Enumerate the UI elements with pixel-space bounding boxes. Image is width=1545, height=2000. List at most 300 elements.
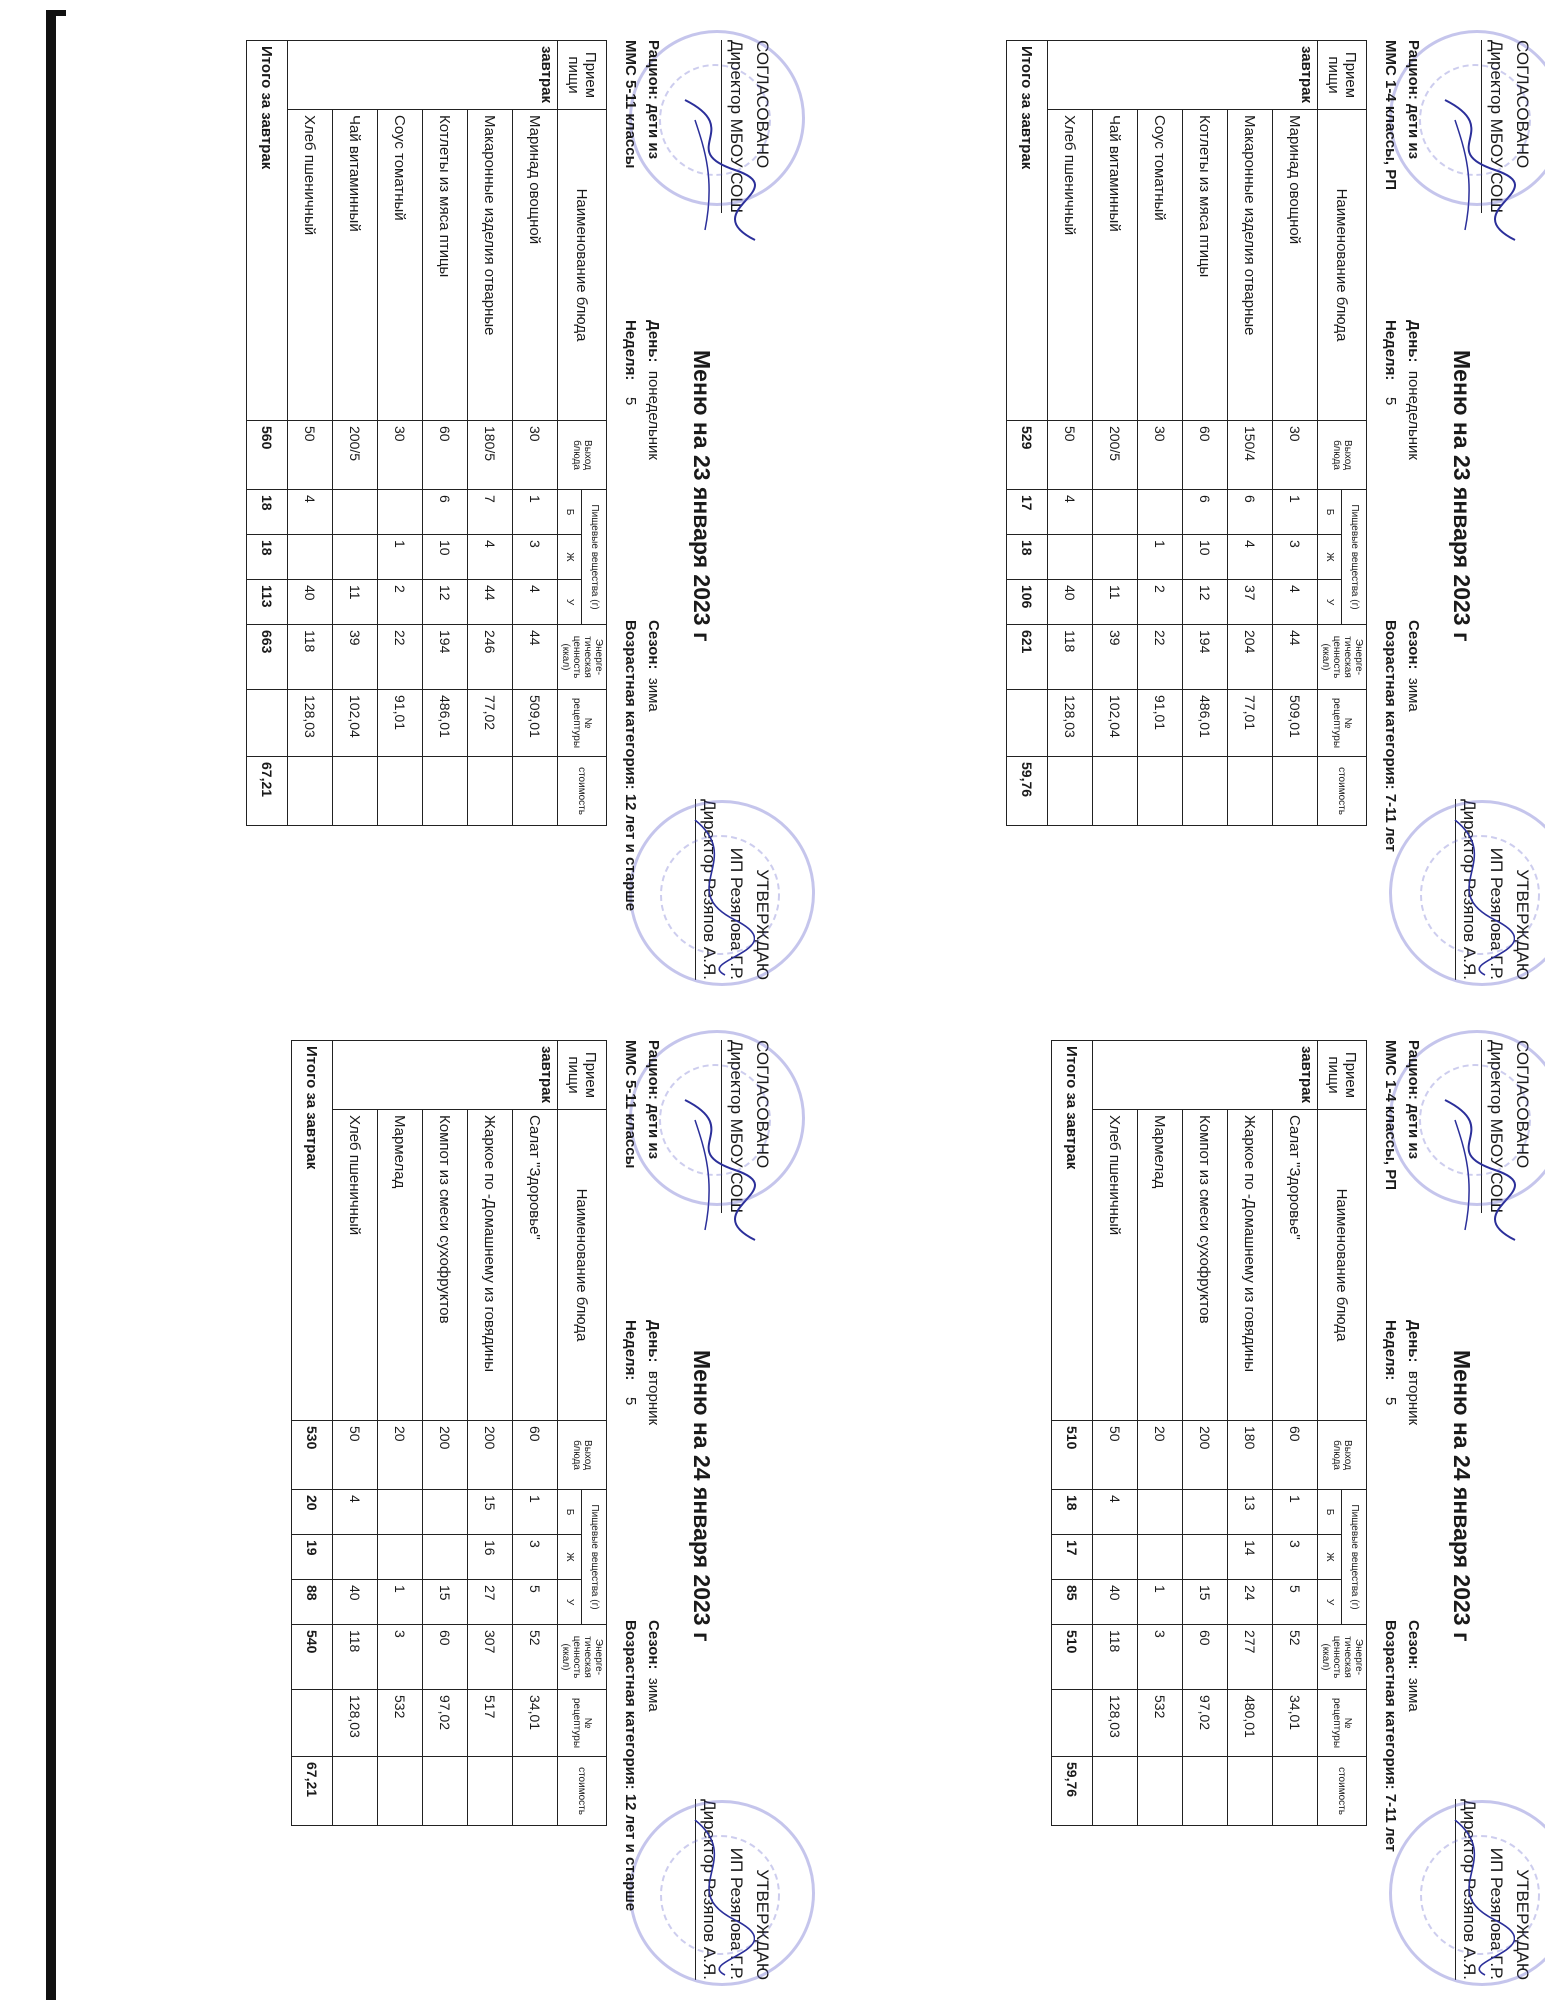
cell-b: 4 xyxy=(288,490,333,535)
col-energy: Энерге-тическая ценность (ккал) xyxy=(1318,625,1367,690)
age-category: Возрастная категория: 12 лет и старше xyxy=(621,1620,639,1912)
cell-u: 12 xyxy=(1183,580,1228,625)
cell-kcal: 194 xyxy=(1183,625,1228,690)
col-dish: Наименование блюда xyxy=(558,110,607,421)
dish-name-cell: Чай витаминный xyxy=(1093,110,1138,421)
dish-name-cell: Жаркое по -Домашнему из говядины xyxy=(1228,1110,1273,1421)
cell-rec: 34,01 xyxy=(513,1690,558,1757)
cell-zh xyxy=(1093,535,1138,580)
cell-u: 11 xyxy=(1093,580,1138,625)
cell-kcal: 3 xyxy=(378,1625,423,1690)
cell-rec: 102,04 xyxy=(1093,690,1138,757)
cell-zh xyxy=(333,1535,378,1580)
week-value: 5 xyxy=(1381,1397,1399,1406)
cell-out: 200 xyxy=(423,1421,468,1490)
cell-u: 15 xyxy=(423,1580,468,1625)
cell-kcal: 22 xyxy=(1138,625,1183,690)
col-fats: Ж xyxy=(558,535,583,580)
table-row xyxy=(1183,1041,1228,1826)
cell-out: 30 xyxy=(1138,421,1183,490)
cell-b xyxy=(1183,1490,1228,1535)
cell-zh: 3 xyxy=(1273,535,1318,580)
ration-group: ММС 5-11 классы xyxy=(621,40,639,169)
cell-b xyxy=(1138,1490,1183,1535)
cell-rec: 91,01 xyxy=(1138,690,1183,757)
menu-title: Меню на 24 января 2023 г xyxy=(1449,1350,1475,1642)
cell-kcal: 118 xyxy=(333,1625,378,1690)
cell-out: 60 xyxy=(423,421,468,490)
ration-group: ММС 1-4 классы, РП xyxy=(1381,40,1399,191)
ration-group: ММС 1-4 классы, РП xyxy=(1381,1040,1399,1191)
ration-label: Рацион: дети из xyxy=(645,1040,662,1160)
cell-zh: 4 xyxy=(468,535,513,580)
total-label: Итого за завтрак xyxy=(292,1041,333,1421)
cell-b: 1 xyxy=(1273,1490,1318,1535)
signature-right xyxy=(1425,810,1515,980)
season-block xyxy=(1379,620,1426,852)
cell-kcal: 118 xyxy=(288,625,333,690)
meal-cell: завтрак xyxy=(1093,1041,1318,1110)
menu-table xyxy=(1051,1040,1367,1826)
season-value: зима xyxy=(645,677,662,712)
cell-kcal: 39 xyxy=(1093,625,1138,690)
cell-rec: 128,03 xyxy=(1048,690,1093,757)
cell-kcal: 3 xyxy=(1138,1625,1183,1690)
cell-b: 1 xyxy=(1273,490,1318,535)
total-b: 17 xyxy=(1007,490,1048,535)
cell-out: 30 xyxy=(1273,421,1318,490)
cell-cost xyxy=(333,1757,378,1826)
col-nutrients: Пищевые вещества (г) xyxy=(582,1490,607,1625)
cell-kcal: 60 xyxy=(1183,1625,1228,1690)
dish-name-cell: Соус томатный xyxy=(378,110,423,421)
dish-name-cell: Хлеб пшеничный xyxy=(333,1110,378,1421)
total-u: 85 xyxy=(1052,1580,1093,1625)
cell-out: 200/5 xyxy=(333,421,378,490)
table-row xyxy=(1093,1041,1138,1826)
table-row xyxy=(1138,1041,1183,1826)
col-nutrients: Пищевые вещества (г) xyxy=(582,490,607,625)
week-label: Неделя: xyxy=(621,320,639,381)
cell-kcal: 60 xyxy=(423,1625,468,1690)
cell-cost xyxy=(1093,757,1138,826)
dish-name-cell: Мармелад xyxy=(1138,1110,1183,1421)
meal-cell: завтрак xyxy=(333,1041,558,1110)
ration-block xyxy=(619,1040,666,1168)
col-proteins: Б xyxy=(558,490,583,535)
total-u: 88 xyxy=(292,1580,333,1625)
table-row xyxy=(513,41,558,826)
dish-name-cell: Хлеб пшеничный xyxy=(1048,110,1093,421)
col-proteins: Б xyxy=(558,1490,583,1535)
cell-cost xyxy=(513,1757,558,1826)
table-row xyxy=(423,41,468,826)
cell-u: 12 xyxy=(423,580,468,625)
col-meal: Прием пищи xyxy=(558,41,607,110)
day-week-block xyxy=(619,1320,666,1425)
col-recipe: № рецептуры xyxy=(1318,690,1367,757)
cell-b: 4 xyxy=(333,1490,378,1535)
day-week-block xyxy=(619,320,666,460)
table-row xyxy=(1183,41,1228,826)
cell-b xyxy=(1093,490,1138,535)
table-row xyxy=(1273,41,1318,826)
cell-zh: 3 xyxy=(513,1535,558,1580)
table-row xyxy=(1228,1041,1273,1826)
cell-rec: 532 xyxy=(1138,1690,1183,1757)
dish-name-cell: Компот из смеси сухофруктов xyxy=(1183,1110,1228,1421)
cell-zh xyxy=(378,1535,423,1580)
ration-label: Рацион: дети из xyxy=(645,40,662,160)
menu-table xyxy=(291,1040,607,1826)
cell-zh: 3 xyxy=(1273,1535,1318,1580)
total-kcal: 540 xyxy=(292,1625,333,1690)
table-row xyxy=(1048,41,1093,826)
cell-rec: 532 xyxy=(378,1690,423,1757)
cell-kcal: 118 xyxy=(1048,625,1093,690)
total-b: 20 xyxy=(292,1490,333,1535)
cell-rec: 486,01 xyxy=(423,690,468,757)
cell-out: 60 xyxy=(513,1421,558,1490)
col-meal: Прием пищи xyxy=(558,1041,607,1110)
total-zh: 19 xyxy=(292,1535,333,1580)
season-value: зима xyxy=(645,1677,662,1712)
total-kcal: 510 xyxy=(1052,1625,1093,1690)
menu-section-4 xyxy=(55,1020,785,2000)
cell-out: 50 xyxy=(1048,421,1093,490)
menu-table xyxy=(246,40,607,826)
director-label: Директор Резяпов А.Я. xyxy=(695,1799,722,1980)
season-block xyxy=(1379,1620,1426,1852)
col-dish: Наименование блюда xyxy=(1318,110,1367,421)
total-out: 529 xyxy=(1007,421,1048,490)
agreed-label: СОГЛАСОВАНО xyxy=(1513,1040,1532,1169)
col-dish: Наименование блюда xyxy=(1318,1110,1367,1421)
meal-cell: завтрак xyxy=(288,41,558,110)
cell-out: 60 xyxy=(1183,421,1228,490)
day-value: вторник xyxy=(645,1370,662,1426)
cell-u: 40 xyxy=(1048,580,1093,625)
signature-right xyxy=(665,1810,755,1980)
cell-rec: 91,01 xyxy=(378,690,423,757)
dish-name-cell: Компот из смеси сухофруктов xyxy=(423,1110,468,1421)
dish-name-cell: Мармелад xyxy=(378,1110,423,1421)
cell-zh xyxy=(333,535,378,580)
director-label: Директор Резяпов А.Я. xyxy=(695,799,722,980)
total-b: 18 xyxy=(1052,1490,1093,1535)
total-b: 18 xyxy=(247,490,288,535)
total-row xyxy=(247,41,288,826)
cell-b xyxy=(333,490,378,535)
col-energy: Энерге-тическая ценность (ккал) xyxy=(558,1625,607,1690)
director-school-label: Директор МБОУ СОШ xyxy=(1481,40,1508,213)
cell-out: 200 xyxy=(1183,1421,1228,1490)
ration-block xyxy=(1379,1040,1426,1190)
agreed-label: СОГЛАСОВАНО xyxy=(1513,40,1532,169)
cell-rec: 97,02 xyxy=(423,1690,468,1757)
dish-name-cell: Макаронные изделия отварные xyxy=(468,110,513,421)
week-label: Неделя: xyxy=(621,1320,639,1381)
dish-name-cell: Маринад овощной xyxy=(1273,110,1318,421)
cell-b: 4 xyxy=(1093,1490,1138,1535)
cell-cost xyxy=(378,1757,423,1826)
col-output: Выход блюда xyxy=(1318,421,1367,490)
season-label: Сезон: xyxy=(645,620,662,670)
cell-u: 2 xyxy=(378,580,423,625)
cell-u: 37 xyxy=(1228,580,1273,625)
cell-out: 60 xyxy=(1273,1421,1318,1490)
cell-rec: 128,03 xyxy=(333,1690,378,1757)
col-recipe: № рецептуры xyxy=(558,690,607,757)
col-carbs: У xyxy=(558,580,583,625)
col-nutrients: Пищевые вещества (г) xyxy=(1342,1490,1367,1625)
cell-kcal: 277 xyxy=(1228,1625,1273,1690)
cell-kcal: 52 xyxy=(1273,1625,1318,1690)
table-row xyxy=(513,1041,558,1826)
total-out: 510 xyxy=(1052,1421,1093,1490)
cell-rec: 517 xyxy=(468,1690,513,1757)
table-row xyxy=(1228,41,1273,826)
season-block xyxy=(619,620,666,911)
cell-b: 1 xyxy=(513,1490,558,1535)
cell-zh: 1 xyxy=(378,535,423,580)
entrepreneur-label: ИП Резяпова Г.Р. xyxy=(726,847,746,980)
col-cost: стоимость xyxy=(558,1757,607,1826)
cell-out: 50 xyxy=(1093,1421,1138,1490)
cell-cost xyxy=(378,757,423,826)
cell-cost xyxy=(1273,1757,1318,1826)
cell-out: 50 xyxy=(333,1421,378,1490)
cell-u: 11 xyxy=(333,580,378,625)
season-label: Сезон: xyxy=(1405,1620,1422,1670)
total-cost: 67,21 xyxy=(292,1757,333,1826)
cell-b xyxy=(378,1490,423,1535)
season-label: Сезон: xyxy=(645,1620,662,1670)
cell-out: 200/5 xyxy=(1093,421,1138,490)
col-fats: Ж xyxy=(1318,535,1343,580)
col-carbs: У xyxy=(1318,580,1343,625)
cell-out: 30 xyxy=(378,421,423,490)
dish-name-cell: Хлеб пшеничный xyxy=(1093,1110,1138,1421)
cell-out: 180/5 xyxy=(468,421,513,490)
cell-cost xyxy=(513,757,558,826)
cell-rec: 77,01 xyxy=(1228,690,1273,757)
cell-u: 5 xyxy=(513,1580,558,1625)
dish-name-cell: Макаронные изделия отварные xyxy=(1228,110,1273,421)
agreed-label: СОГЛАСОВАНО xyxy=(753,1040,772,1169)
day-week-block xyxy=(1379,1320,1426,1425)
ration-group: ММС 5-11 классы xyxy=(621,1040,639,1169)
cell-kcal: 39 xyxy=(333,625,378,690)
cell-zh xyxy=(1183,1535,1228,1580)
dish-name-cell: Салат "Здоровье" xyxy=(513,1110,558,1421)
cell-b: 6 xyxy=(1183,490,1228,535)
week-label: Неделя: xyxy=(1381,1320,1399,1381)
cell-u: 15 xyxy=(1183,1580,1228,1625)
col-output: Выход блюда xyxy=(1318,1421,1367,1490)
col-output: Выход блюда xyxy=(558,1421,607,1490)
menu-title: Меню на 23 января 2023 г xyxy=(689,350,715,642)
cell-rec: 480,01 xyxy=(1228,1690,1273,1757)
season-label: Сезон: xyxy=(1405,620,1422,670)
cell-out: 200 xyxy=(468,1421,513,1490)
cell-cost xyxy=(468,757,513,826)
cell-u: 4 xyxy=(1273,580,1318,625)
approve-label: УТВЕРЖДАЮ xyxy=(1513,1869,1532,1980)
table-row xyxy=(378,41,423,826)
cell-zh: 14 xyxy=(1228,1535,1273,1580)
cell-rec: 97,02 xyxy=(1183,1690,1228,1757)
menu-section-2 xyxy=(55,20,785,1000)
table-row xyxy=(333,41,378,826)
cell-zh xyxy=(1093,1535,1138,1580)
cell-cost xyxy=(423,757,468,826)
approve-label: УТВЕРЖДАЮ xyxy=(753,1869,772,1980)
col-nutrients: Пищевые вещества (г) xyxy=(1342,490,1367,625)
cell-cost xyxy=(1183,757,1228,826)
table-row xyxy=(1093,41,1138,826)
approve-label: УТВЕРЖДАЮ xyxy=(1513,869,1532,980)
week-value: 5 xyxy=(621,1397,639,1406)
col-dish: Наименование блюда xyxy=(558,1110,607,1421)
menu-section-1 xyxy=(815,20,1545,1000)
director-school-label: Директор МБОУ СОШ xyxy=(1481,1040,1508,1213)
table-row xyxy=(423,1041,468,1826)
entrepreneur-label: ИП Резяпова Г.Р. xyxy=(726,1847,746,1980)
cell-out: 20 xyxy=(1138,1421,1183,1490)
cell-cost xyxy=(1048,757,1093,826)
cell-zh: 4 xyxy=(1228,535,1273,580)
cell-rec: 486,01 xyxy=(1183,690,1228,757)
week-label: Неделя: xyxy=(1381,320,1399,381)
cell-rec: 34,01 xyxy=(1273,1690,1318,1757)
cell-u: 1 xyxy=(1138,1580,1183,1625)
col-carbs: У xyxy=(558,1580,583,1625)
dish-name-cell: Маринад овощной xyxy=(513,110,558,421)
cell-zh: 10 xyxy=(423,535,468,580)
season-value: зима xyxy=(1405,1677,1422,1712)
cell-cost xyxy=(1138,1757,1183,1826)
cell-kcal: 194 xyxy=(423,625,468,690)
approve-label: УТВЕРЖДАЮ xyxy=(753,869,772,980)
cell-b xyxy=(378,490,423,535)
cell-u: 4 xyxy=(513,580,558,625)
cell-b: 1 xyxy=(513,490,558,535)
cell-b: 7 xyxy=(468,490,513,535)
director-label: Директор Резяпов А.Я. xyxy=(1455,1799,1482,1980)
col-fats: Ж xyxy=(558,1535,583,1580)
menu-table xyxy=(1006,40,1367,826)
cell-out: 20 xyxy=(378,1421,423,1490)
table-row xyxy=(333,1041,378,1826)
age-category: Возрастная категория: 7-11 лет xyxy=(1381,620,1399,853)
cell-rec: 128,03 xyxy=(288,690,333,757)
total-zh: 18 xyxy=(1007,535,1048,580)
total-u: 113 xyxy=(247,580,288,625)
total-rec xyxy=(292,1690,333,1757)
table-row xyxy=(468,41,513,826)
cell-cost xyxy=(288,757,333,826)
dish-name-cell: Котлеты из мяса птицы xyxy=(423,110,468,421)
cell-u: 40 xyxy=(1093,1580,1138,1625)
cell-out: 150/4 xyxy=(1228,421,1273,490)
cell-zh: 3 xyxy=(513,535,558,580)
total-zh: 18 xyxy=(247,535,288,580)
cell-rec: 509,01 xyxy=(513,690,558,757)
cell-kcal: 204 xyxy=(1228,625,1273,690)
total-row xyxy=(292,1041,333,1826)
cell-zh xyxy=(1138,1535,1183,1580)
total-rec xyxy=(1007,690,1048,757)
cell-cost xyxy=(1228,757,1273,826)
cell-u: 44 xyxy=(468,580,513,625)
col-cost: стоимость xyxy=(558,757,607,826)
dish-name-cell: Хлеб пшеничный xyxy=(288,110,333,421)
ration-block xyxy=(1379,40,1426,190)
season-value: зима xyxy=(1405,677,1422,712)
day-week-block xyxy=(1379,320,1426,460)
dish-name-cell: Салат "Здоровье" xyxy=(1273,1110,1318,1421)
col-carbs: У xyxy=(1318,1580,1343,1625)
week-value: 5 xyxy=(621,397,639,406)
cell-cost xyxy=(1228,1757,1273,1826)
cell-cost xyxy=(1093,1757,1138,1826)
col-meal: Прием пищи xyxy=(1318,1041,1367,1110)
table-row xyxy=(288,41,333,826)
cell-u: 1 xyxy=(378,1580,423,1625)
total-out: 530 xyxy=(292,1421,333,1490)
cell-kcal: 44 xyxy=(513,625,558,690)
total-label: Итого за завтрак xyxy=(1007,41,1048,421)
day-label: День: xyxy=(1405,320,1422,363)
cell-b xyxy=(1138,490,1183,535)
cell-kcal: 307 xyxy=(468,1625,513,1690)
total-rec xyxy=(1052,1690,1093,1757)
col-recipe: № рецептуры xyxy=(1318,1690,1367,1757)
total-label: Итого за завтрак xyxy=(247,41,288,421)
entrepreneur-label: ИП Резяпова Г.Р. xyxy=(1486,847,1506,980)
ration-label: Рацион: дети из xyxy=(1405,40,1422,160)
day-label: День: xyxy=(645,1320,662,1363)
day-label: День: xyxy=(645,320,662,363)
cell-kcal: 118 xyxy=(1093,1625,1138,1690)
cell-cost xyxy=(1138,757,1183,826)
cell-b: 6 xyxy=(1228,490,1273,535)
season-block xyxy=(619,1620,666,1911)
ration-block xyxy=(619,40,666,168)
dish-name-cell: Котлеты из мяса птицы xyxy=(1183,110,1228,421)
cell-cost xyxy=(1183,1757,1228,1826)
cell-cost xyxy=(1273,757,1318,826)
director-school-label: Директор МБОУ СОШ xyxy=(721,1040,748,1213)
cell-zh xyxy=(423,1535,468,1580)
total-label: Итого за завтрак xyxy=(1052,1041,1093,1421)
cell-b: 6 xyxy=(423,490,468,535)
total-kcal: 663 xyxy=(247,625,288,690)
col-energy: Энерге-тическая ценность (ккал) xyxy=(1318,1625,1367,1690)
col-energy: Энерге-тическая ценность (ккал) xyxy=(558,625,607,690)
total-cost: 67,21 xyxy=(247,757,288,826)
cell-rec: 102,04 xyxy=(333,690,378,757)
day-value: понедельник xyxy=(1405,370,1422,460)
cell-u: 5 xyxy=(1273,1580,1318,1625)
age-category: Возрастная категория: 12 лет и старше xyxy=(621,620,639,912)
table-row xyxy=(378,1041,423,1826)
signature-right xyxy=(665,810,755,980)
menu-title: Меню на 24 января 2023 г xyxy=(689,1350,715,1642)
table-row xyxy=(1138,41,1183,826)
menu-section-3 xyxy=(815,1020,1545,2000)
